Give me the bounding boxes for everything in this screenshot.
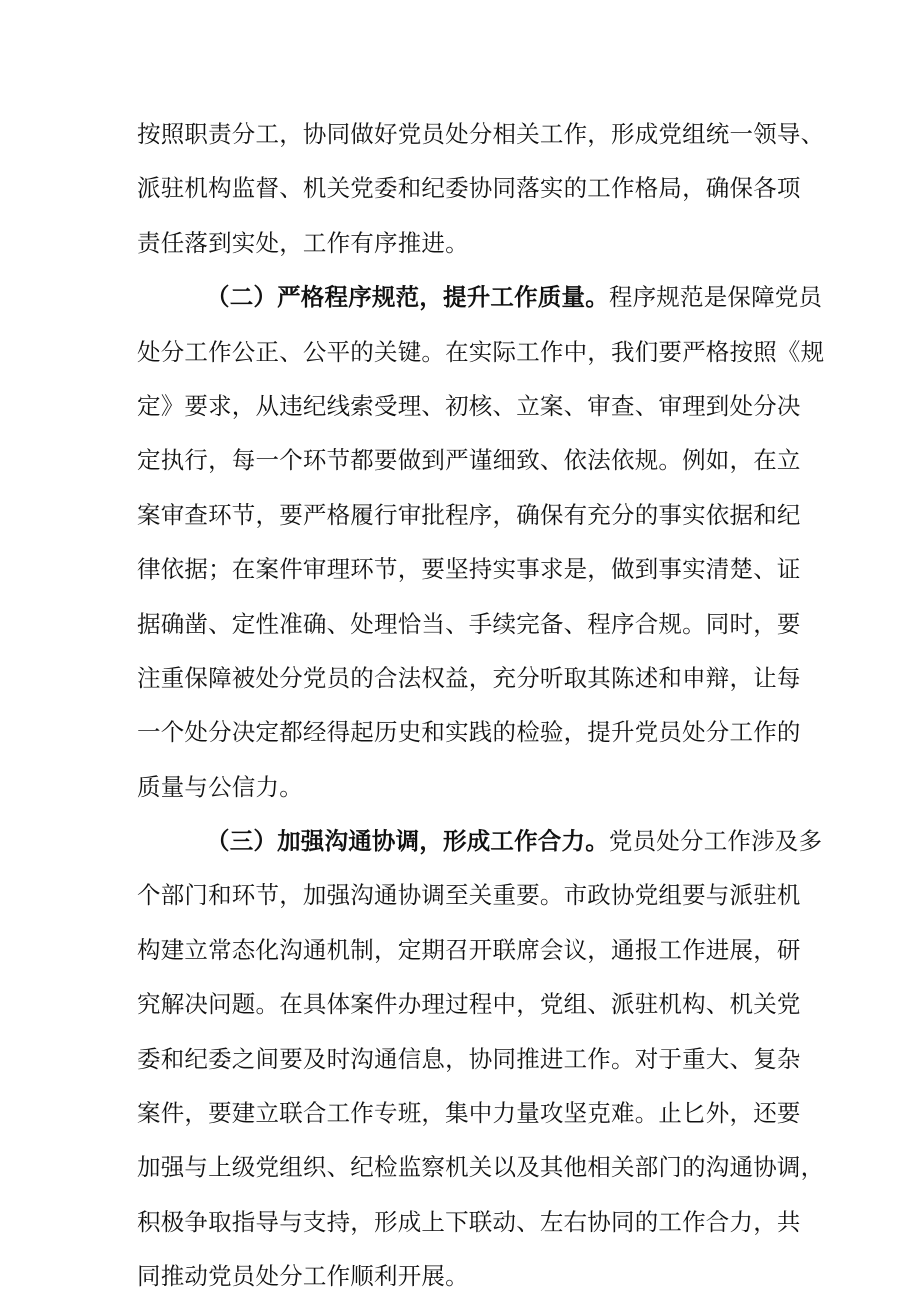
text-line: 注重保障被处分党员的合法权益，充分听取其陈述和申辩，让每 xyxy=(137,663,801,692)
text-line: 个部门和环节，加强沟通协调至关重要。市政协党组要与派驻机 xyxy=(137,881,801,910)
text-line: 同推动党员处分工作顺利开展。 xyxy=(137,1262,469,1291)
paragraph-first-line xyxy=(137,814,823,868)
text-line: 派驻机构监督、机关党委和纪委协同落实的工作格局，确保各项 xyxy=(137,174,801,203)
text-line: 一个处分决定都经得起历史和实践的检验，提升党员处分工作的 xyxy=(137,718,801,747)
text-line: 积极争取指导与支持，形成上下联动、左右协同的工作合力，共 xyxy=(137,1207,801,1236)
document-body xyxy=(137,107,825,1304)
text-line: 定执行，每一个环节都要做到严谨细致、依法依规。例如，在立 xyxy=(137,446,801,475)
text-line: 责任落到实处，工作有序推进。 xyxy=(137,228,469,257)
text-line: 律依据；在案件审理环节，要坚持实事求是，做到事实清楚、证 xyxy=(137,555,801,584)
text-line: 据确凿、定性准确、处理恰当、手续完备、程序合规。同时，要 xyxy=(137,609,801,638)
text-line: 委和纪委之间要及时沟通信息，协同推进工作。对于重大、复杂 xyxy=(137,1044,801,1073)
text-line: 定》要求，从违纪线索受理、初核、立案、审查、审理到处分决 xyxy=(137,391,801,420)
text-line: 案审查环节，要严格履行审批程序，确保有充分的事实依据和纪 xyxy=(137,500,801,529)
text-line: 案件，要建立联合工作专班，集中力量攻坚克难。止匕外，还要 xyxy=(137,1099,801,1128)
text-fragment: 程序规范是保障党员 xyxy=(608,283,823,312)
text-line: 加强与上级党组织、纪检监察机关以及其他相关部门的沟通协调， xyxy=(137,1153,825,1182)
text-line: 质量与公信力。 xyxy=(137,772,303,801)
text-fragment: 党员处分工作涉及多 xyxy=(608,827,823,856)
text-line: 处分工作公正、公平的关键。在实际工作中，我们要严格按照《规 xyxy=(137,337,825,366)
section-heading: （三）加强沟通协调，形成工作合力。 xyxy=(206,827,609,856)
text-line: 构建立常态化沟通机制，定期召开联席会议，通报工作进展，研 xyxy=(137,935,801,964)
section-heading: （二）严格程序规范，提升工作质量。 xyxy=(206,283,609,312)
text-line: 按照职责分工，协同做好党员处分相关工作，形成党组统一领导、 xyxy=(137,120,825,148)
text-line: 究解决问题。在具体案件办理过程中，党组、派驻机构、机关党 xyxy=(137,990,801,1019)
paragraph-first-line xyxy=(137,270,823,324)
